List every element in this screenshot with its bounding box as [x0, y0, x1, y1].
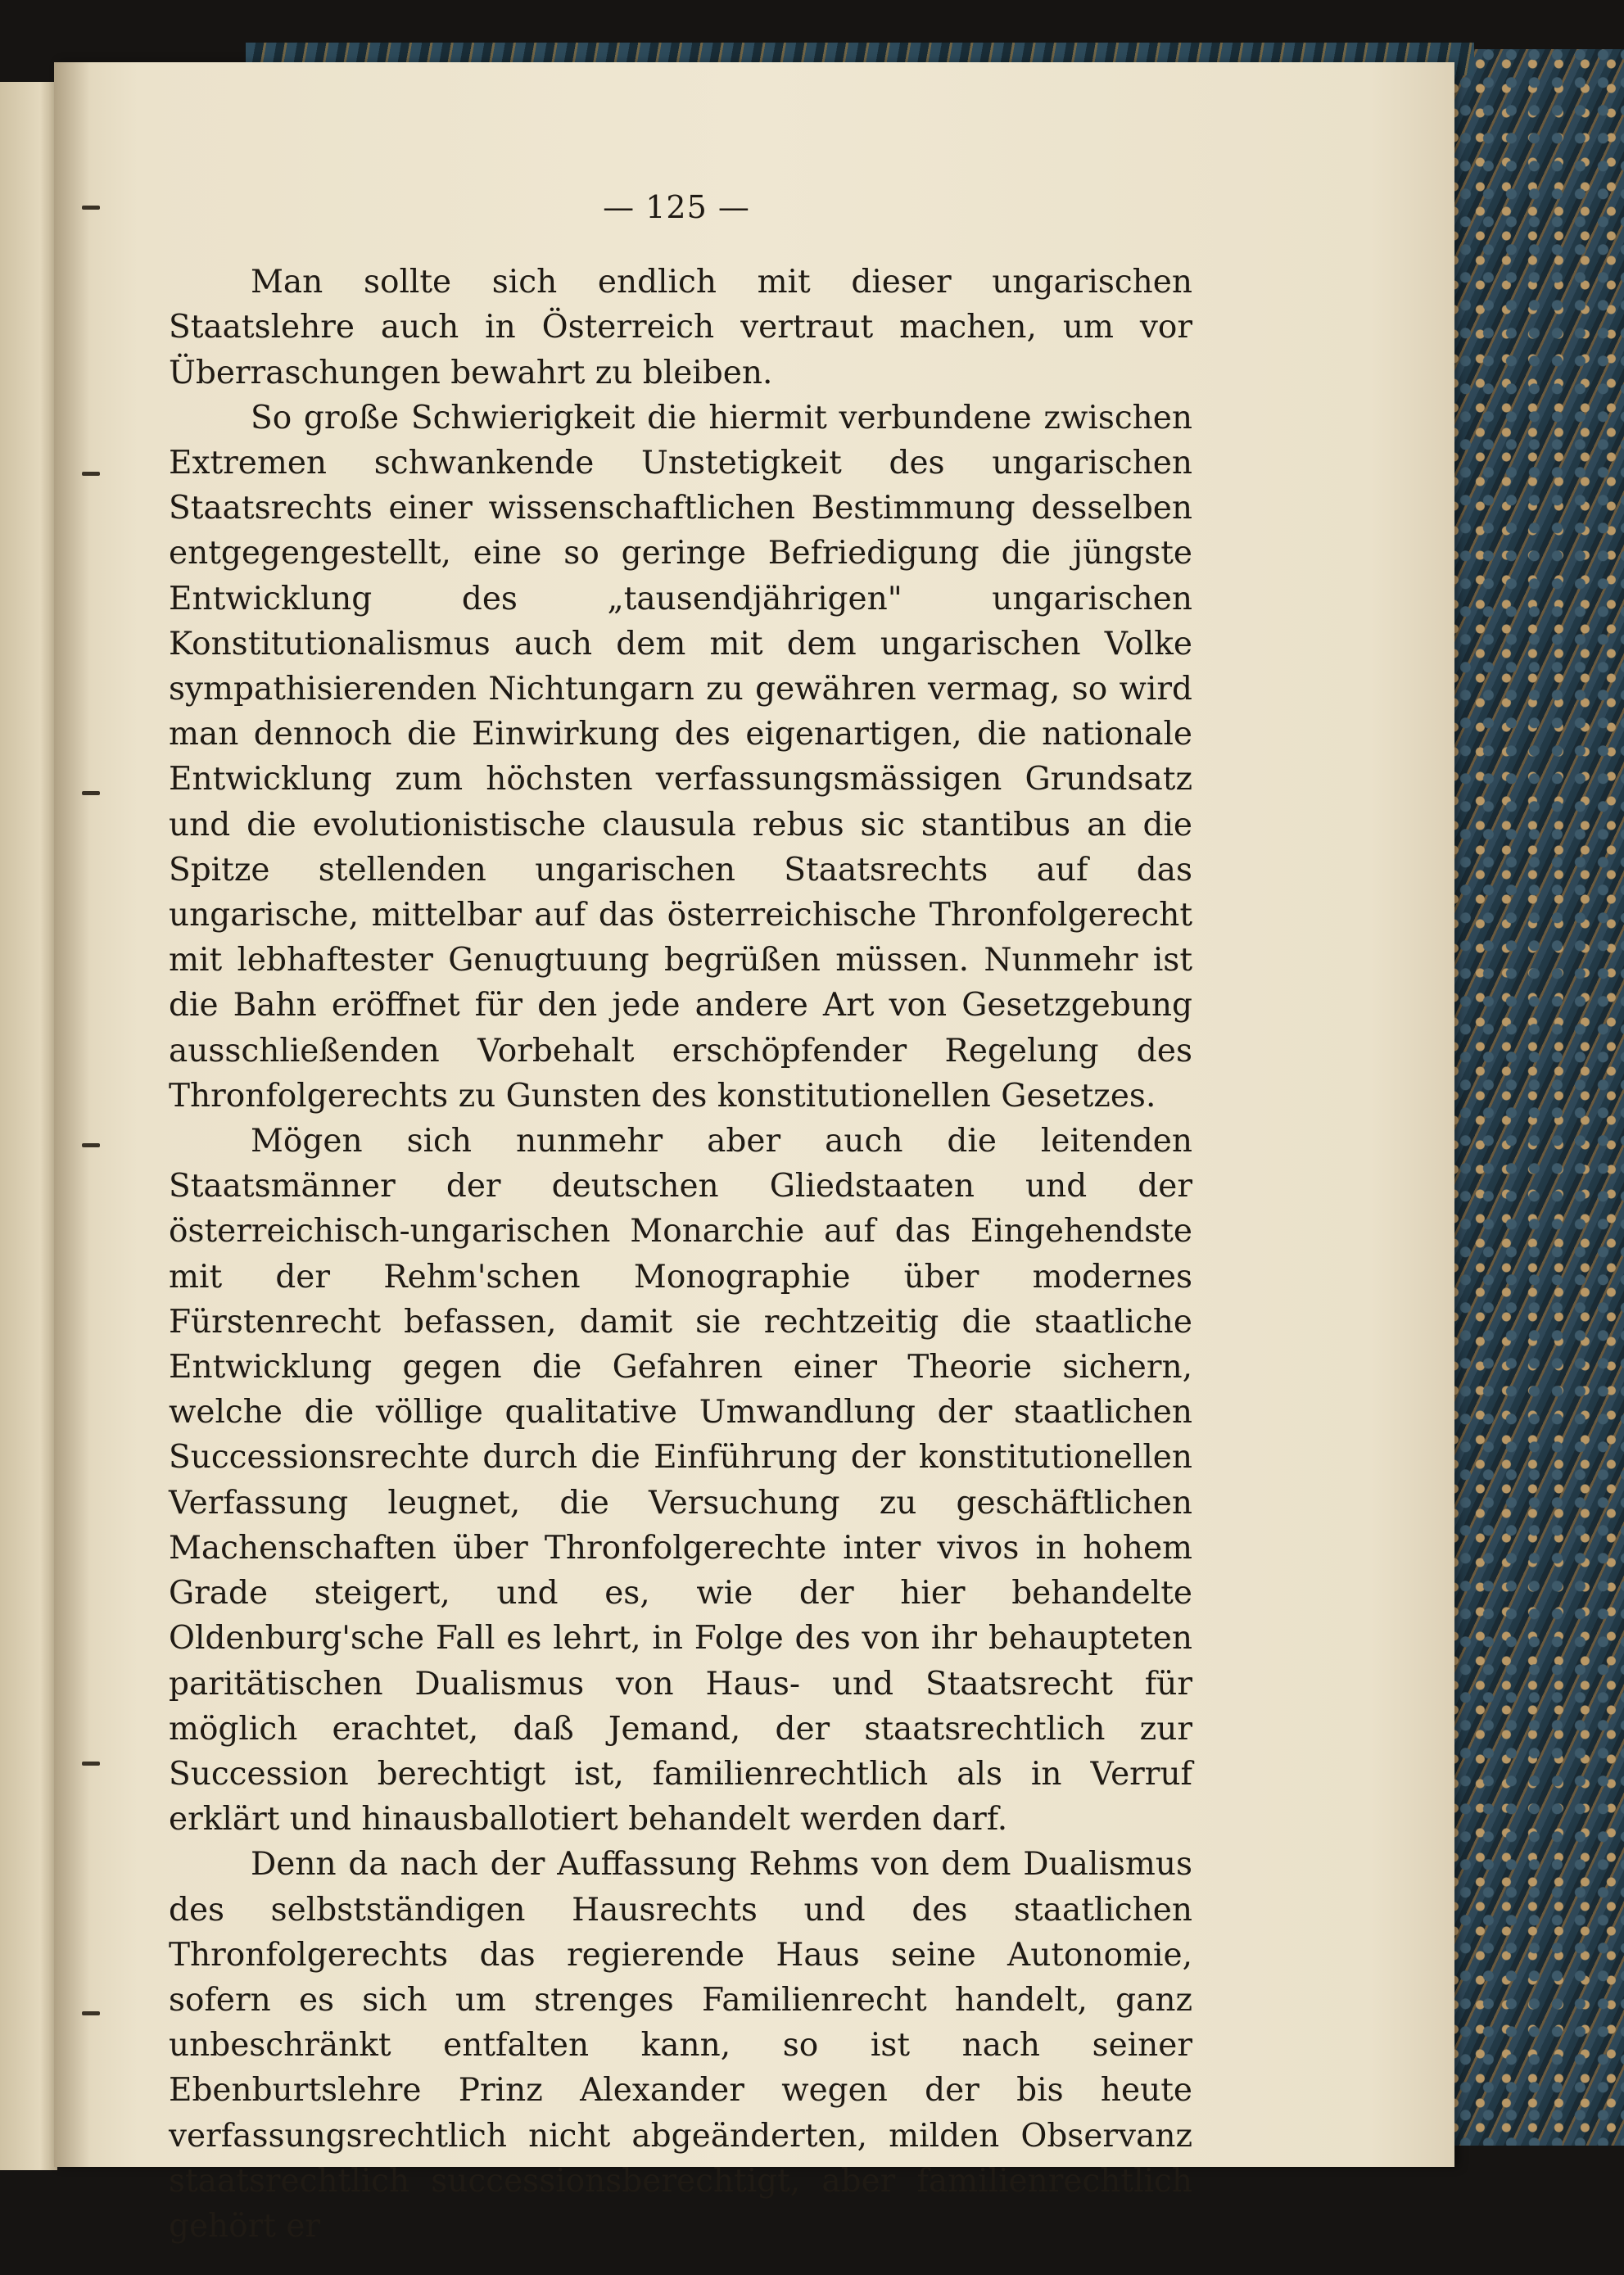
page-text [169, 185, 1192, 2249]
paragraph-2: So große Schwierigkeit die hiermit verbundene zwischen Extremen schwankende Unstetigkeit des ungarischen Staatsrechts einer wissenschaftlichen Bestimmung desselben entgegengestellt, eine so geringe Befriedigung die jüngste Entwicklung des „tausendjährigen" ungarischen Konstitutionalismus auch dem mit dem ungarischen Volke sympathisierenden Nichtungarn zu gewähren vermag, so wird man dennoch die Einwirkung des eigenartigen, die nationale Entwicklung zum höchsten verfassungsmässigen Grundsatz und die evolutionistische clausula rebus sic stantibus an die Spitze stellenden ungarischen Staatsrechts auf das ungarische, mittelbar auf das österreichische Thronfolgerecht mit lebhaftester Genugtuung begrüßen müssen. Nunmehr ist die Bahn eröffnet für den jede andere Art von Gesetzgebung ausschließenden Vorbehalt erschöpfender Regelung des Thronfolgerechts zu Gunsten des konstitutionellen Gesetzes. [169, 399, 1192, 1115]
binding-thread-mark [82, 1143, 100, 1147]
page-gutter [54, 62, 90, 2167]
binding-thread-mark [82, 206, 100, 210]
facing-page-edge [0, 82, 57, 2170]
binding-thread-mark [82, 791, 100, 795]
paragraph-1: Man sollte sich endlich mit dieser ungarischen Staatslehre auch in Österreich vertraut machen, um vor Überraschungen bewahrt zu bleiben. [169, 264, 1192, 391]
binding-thread-mark [82, 472, 100, 476]
paragraph-4: Denn da nach der Auffassung Rehms von dem Dualismus des selbstständigen Hausrechts und des staatlichen Thronfolgerechts das regierende Haus seine Autonomie, sofern es sich um strenges Familienrecht handelt, ganz unbeschränkt entfalten kann, so ist nach seiner Ebenburtslehre Prinz Alexander wegen der bis heute verfassungsrechtlich nicht abgeänderten, milden Observanz staatsrechtlich successionsberechtigt, aber familienrechtlich gehört er [169, 1846, 1192, 2245]
paragraph-3: Mögen sich nunmehr aber auch die leitenden Staatsmänner der deutschen Gliedstaaten und der österreichisch-ungarischen Monarchie auf das Eingehendste mit der Rehm'schen Monographie über modernes Fürstenrecht befassen, damit sie rechtzeitig die staatliche Entwicklung gegen die Gefahren einer Theorie sichern, welche die völlige qualitative Umwandlung der staatlichen Successionsrechte durch die Einführung der konstitutionellen Verfassung leugnet, die Versuchung zu geschäftlichen Machenschaften über Thronfolgerechte inter vivos in hohem Grade steigert, und es, wie der hier behandelte Oldenburg'sche Fall es lehrt, in Folge des von ihr behaupteten paritätischen Dualismus von Haus- und Staatsrecht für möglich erachtet, daß Jemand, der staatsrechtlich zur Succession berechtigt ist, familienrechtlich als in Verruf erklärt und hinausballotiert behandelt werden darf. [169, 1123, 1192, 1839]
binding-thread-mark [82, 1762, 100, 1766]
page-number: — 125 — [603, 189, 750, 225]
binding-thread-mark [82, 2011, 100, 2015]
marbled-book-edge [1436, 49, 1624, 2146]
